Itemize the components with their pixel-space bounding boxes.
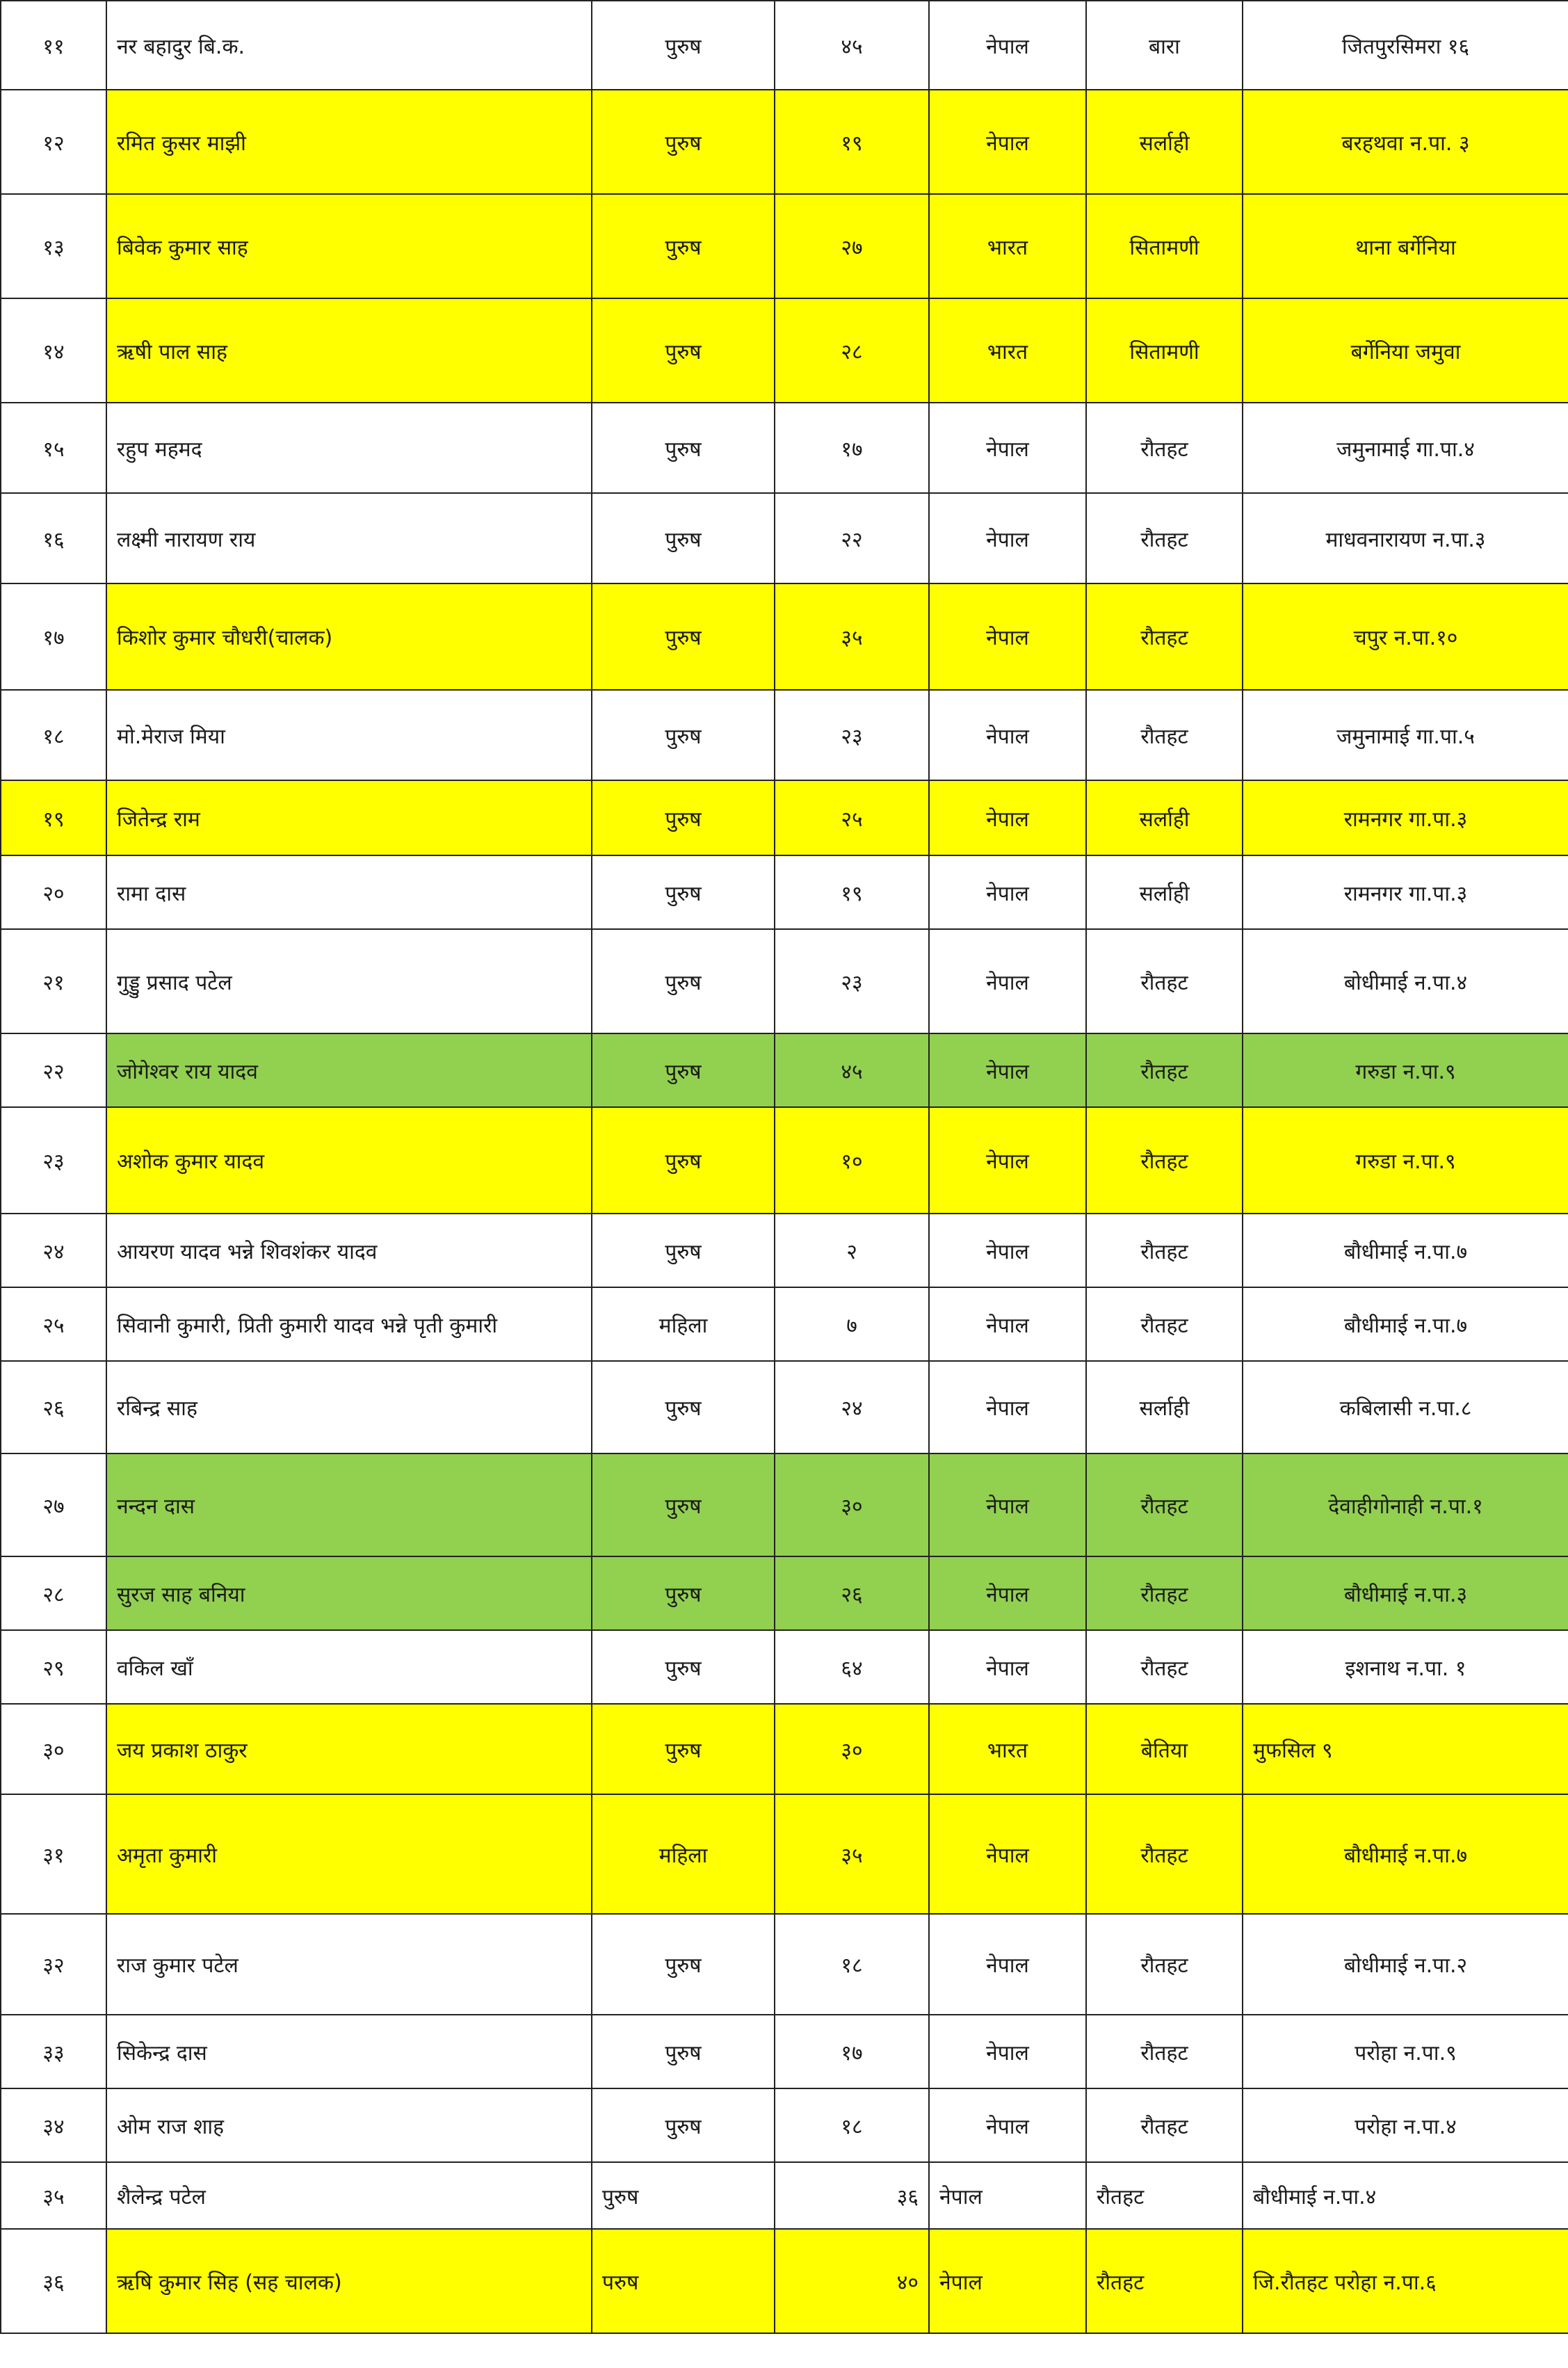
country-cell: नेपाल <box>929 1453 1086 1556</box>
age-cell: २ <box>775 1214 929 1287</box>
country-cell: नेपाल <box>929 1630 1086 1704</box>
gender-cell: पुरुष <box>592 1361 775 1453</box>
age-cell: ४५ <box>775 1 929 90</box>
name-cell: किशोर कुमार चौधरी(चालक) <box>106 583 592 690</box>
district-cell: सर्लाही <box>1086 90 1243 194</box>
age-cell: १९ <box>775 855 929 929</box>
table-row <box>1 1107 1568 1214</box>
gender-cell: पुरुष <box>592 1630 775 1704</box>
serial-number-cell: २१ <box>1 929 106 1033</box>
district-cell: रौतहट <box>1086 403 1243 493</box>
gender-cell: पुरुष <box>592 298 775 403</box>
address-cell: बोधीमाई न.पा.२ <box>1243 1914 1568 2015</box>
district-cell: बेतिया <box>1086 1704 1243 1794</box>
age-cell: ७ <box>775 1287 929 1361</box>
serial-number-cell: २९ <box>1 1630 106 1704</box>
age-cell: २६ <box>775 1556 929 1630</box>
name-cell: सिवानी कुमारी, प्रिती कुमारी यादव भन्ने पृती कुमारी <box>106 1287 592 1361</box>
table-row <box>1 1453 1568 1556</box>
name-cell: शैलेन्द्र पटेल <box>106 2162 592 2229</box>
district-cell: रौतहट <box>1086 1033 1243 1107</box>
country-cell: भारत <box>929 1704 1086 1794</box>
gender-cell: पुरुष <box>592 1 775 90</box>
district-cell: रौतहट <box>1086 1287 1243 1361</box>
district-cell: रौतहट <box>1086 2162 1243 2229</box>
name-cell: राज कुमार पटेल <box>106 1914 592 2015</box>
country-cell: नेपाल <box>929 403 1086 493</box>
country-cell: नेपाल <box>929 2229 1086 2333</box>
serial-number-cell: २४ <box>1 1214 106 1287</box>
gender-cell: पुरुष <box>592 2088 775 2162</box>
address-cell: बर्गेनिया जमुवा <box>1243 298 1568 403</box>
serial-number-cell: ३२ <box>1 1914 106 2015</box>
address-cell: जितपुरसिमरा १६ <box>1243 1 1568 90</box>
country-cell: नेपाल <box>929 90 1086 194</box>
address-cell: जमुनामाई गा.पा.५ <box>1243 690 1568 780</box>
district-cell: रौतहट <box>1086 1453 1243 1556</box>
serial-number-cell: १७ <box>1 583 106 690</box>
age-cell: २८ <box>775 298 929 403</box>
country-cell: नेपाल <box>929 1107 1086 1214</box>
age-cell: १८ <box>775 2088 929 2162</box>
age-cell: १७ <box>775 2015 929 2088</box>
address-cell: रामनगर गा.पा.३ <box>1243 780 1568 855</box>
gender-cell: पुरुष <box>592 493 775 583</box>
district-cell: सर्लाही <box>1086 780 1243 855</box>
age-cell: १७ <box>775 403 929 493</box>
table-row <box>1 90 1568 194</box>
gender-cell: महिला <box>592 1287 775 1361</box>
gender-cell: पुरुष <box>592 1214 775 1287</box>
district-cell: रौतहट <box>1086 1914 1243 2015</box>
address-cell: बोधीमाई न.पा.४ <box>1243 929 1568 1033</box>
serial-number-cell: ३४ <box>1 2088 106 2162</box>
table-row <box>1 1914 1568 2015</box>
address-cell: बौधीमाई न.पा.७ <box>1243 1287 1568 1361</box>
table-row <box>1 1361 1568 1453</box>
gender-cell: पुरुष <box>592 90 775 194</box>
address-cell: माधवनारायण न.पा.३ <box>1243 493 1568 583</box>
serial-number-cell: २७ <box>1 1453 106 1556</box>
country-cell: नेपाल <box>929 1794 1086 1914</box>
name-cell: नर बहादुर बि.क. <box>106 1 592 90</box>
age-cell: २३ <box>775 929 929 1033</box>
serial-number-cell: ३५ <box>1 2162 106 2229</box>
serial-number-cell: ३० <box>1 1704 106 1794</box>
age-cell: ४५ <box>775 1033 929 1107</box>
address-cell: चपुर न.पा.१० <box>1243 583 1568 690</box>
age-cell: २३ <box>775 690 929 780</box>
gender-cell: महिला <box>592 1794 775 1914</box>
address-cell: थाना बर्गेनिया <box>1243 194 1568 298</box>
serial-number-cell: २८ <box>1 1556 106 1630</box>
country-cell: नेपाल <box>929 1361 1086 1453</box>
serial-number-cell: ३६ <box>1 2229 106 2333</box>
country-cell: नेपाल <box>929 1287 1086 1361</box>
serial-number-cell: १४ <box>1 298 106 403</box>
table-row <box>1 929 1568 1033</box>
name-cell: आयरण यादव भन्ने शिवशंकर यादव <box>106 1214 592 1287</box>
country-cell: नेपाल <box>929 1214 1086 1287</box>
name-cell: रामा दास <box>106 855 592 929</box>
address-cell: देवाहीगोनाही न.पा.१ <box>1243 1453 1568 1556</box>
name-cell: बिवेक कुमार साह <box>106 194 592 298</box>
table-row <box>1 2162 1568 2229</box>
district-cell: सर्लाही <box>1086 1361 1243 1453</box>
name-cell: जय प्रकाश ठाकुर <box>106 1704 592 1794</box>
table-row <box>1 690 1568 780</box>
serial-number-cell: १२ <box>1 90 106 194</box>
district-cell: रौतहट <box>1086 929 1243 1033</box>
table-row <box>1 194 1568 298</box>
serial-number-cell: २३ <box>1 1107 106 1214</box>
address-cell: बौधीमाई न.पा.४ <box>1243 2162 1568 2229</box>
serial-number-cell: १५ <box>1 403 106 493</box>
table-body <box>1 1 1568 2333</box>
address-cell: बौधीमाई न.पा.७ <box>1243 1214 1568 1287</box>
name-cell: अमृता कुमारी <box>106 1794 592 1914</box>
name-cell: अशोक कुमार यादव <box>106 1107 592 1214</box>
country-cell: नेपाल <box>929 1033 1086 1107</box>
country-cell: नेपाल <box>929 2088 1086 2162</box>
country-cell: भारत <box>929 194 1086 298</box>
gender-cell: परुष <box>592 2229 775 2333</box>
serial-number-cell: १३ <box>1 194 106 298</box>
address-cell: परोहा न.पा.९ <box>1243 2015 1568 2088</box>
country-cell: नेपाल <box>929 929 1086 1033</box>
district-cell: सितामणी <box>1086 194 1243 298</box>
gender-cell: पुरुष <box>592 194 775 298</box>
address-cell: परोहा न.पा.४ <box>1243 2088 1568 2162</box>
gender-cell: पुरुष <box>592 583 775 690</box>
name-cell: जितेन्द्र राम <box>106 780 592 855</box>
gender-cell: पुरुष <box>592 1033 775 1107</box>
gender-cell: पुरुष <box>592 690 775 780</box>
table-row <box>1 1214 1568 1287</box>
district-cell: रौतहट <box>1086 1794 1243 1914</box>
country-cell: नेपाल <box>929 2015 1086 2088</box>
table-row <box>1 2088 1568 2162</box>
serial-number-cell: ११ <box>1 1 106 90</box>
table-row <box>1 583 1568 690</box>
table-row <box>1 1794 1568 1914</box>
age-cell: ३० <box>775 1453 929 1556</box>
age-cell: २५ <box>775 780 929 855</box>
address-cell: गरुडा न.पा.९ <box>1243 1033 1568 1107</box>
country-cell: नेपाल <box>929 690 1086 780</box>
country-cell: नेपाल <box>929 1556 1086 1630</box>
table-row <box>1 1 1568 90</box>
serial-number-cell: ३३ <box>1 2015 106 2088</box>
gender-cell: पुरुष <box>592 1453 775 1556</box>
district-cell: रौतहट <box>1086 1107 1243 1214</box>
table-row <box>1 1630 1568 1704</box>
serial-number-cell: २२ <box>1 1033 106 1107</box>
address-cell: जमुनामाई गा.पा.४ <box>1243 403 1568 493</box>
age-cell: १८ <box>775 1914 929 2015</box>
age-cell: ३५ <box>775 1794 929 1914</box>
age-cell: ३५ <box>775 583 929 690</box>
table-row <box>1 855 1568 929</box>
address-cell: जि.रौतहट परोहा न.पा.६ <box>1243 2229 1568 2333</box>
address-cell: बौधीमाई न.पा.७ <box>1243 1794 1568 1914</box>
table-row <box>1 493 1568 583</box>
name-cell: ओम राज शाह <box>106 2088 592 2162</box>
table-row <box>1 2015 1568 2088</box>
name-cell: नन्दन दास <box>106 1453 592 1556</box>
age-cell: ३० <box>775 1704 929 1794</box>
name-cell: जोगेश्वर राय यादव <box>106 1033 592 1107</box>
age-cell: १९ <box>775 90 929 194</box>
gender-cell: पुरुष <box>592 780 775 855</box>
table-row <box>1 1556 1568 1630</box>
district-cell: रौतहट <box>1086 1630 1243 1704</box>
serial-number-cell: ३१ <box>1 1794 106 1914</box>
district-cell: रौतहट <box>1086 2229 1243 2333</box>
gender-cell: पुरुष <box>592 1704 775 1794</box>
district-cell: बारा <box>1086 1 1243 90</box>
gender-cell: पुरुष <box>592 1914 775 2015</box>
serial-number-cell: २६ <box>1 1361 106 1453</box>
district-cell: रौतहट <box>1086 2088 1243 2162</box>
gender-cell: पुरुष <box>592 855 775 929</box>
age-cell: ३६ <box>775 2162 929 2229</box>
age-cell: ४० <box>775 2229 929 2333</box>
table-row <box>1 1704 1568 1794</box>
address-cell: इशनाथ न.पा. १ <box>1243 1630 1568 1704</box>
district-cell: रौतहट <box>1086 2015 1243 2088</box>
gender-cell: पुरुष <box>592 2162 775 2229</box>
gender-cell: पुरुष <box>592 2015 775 2088</box>
table-row <box>1 2229 1568 2333</box>
district-cell: रौतहट <box>1086 583 1243 690</box>
age-cell: २७ <box>775 194 929 298</box>
district-cell: रौतहट <box>1086 690 1243 780</box>
country-cell: भारत <box>929 298 1086 403</box>
district-cell: रौतहट <box>1086 493 1243 583</box>
gender-cell: पुरुष <box>592 403 775 493</box>
address-cell: गरुडा न.पा.९ <box>1243 1107 1568 1214</box>
country-cell: नेपाल <box>929 583 1086 690</box>
name-cell: लक्ष्मी नारायण राय <box>106 493 592 583</box>
gender-cell: पुरुष <box>592 1556 775 1630</box>
district-cell: रौतहट <box>1086 1214 1243 1287</box>
address-cell: रामनगर गा.पा.३ <box>1243 855 1568 929</box>
district-cell: सितामणी <box>1086 298 1243 403</box>
address-cell: मुफसिल ९ <box>1243 1704 1568 1794</box>
country-cell: नेपाल <box>929 780 1086 855</box>
serial-number-cell: २० <box>1 855 106 929</box>
country-cell: नेपाल <box>929 1 1086 90</box>
name-cell: रमित कुसर माझी <box>106 90 592 194</box>
name-cell: सुरज साह बनिया <box>106 1556 592 1630</box>
table-row <box>1 298 1568 403</box>
table-row <box>1 1287 1568 1361</box>
name-cell: गुड्डु प्रसाद पटेल <box>106 929 592 1033</box>
age-cell: ६४ <box>775 1630 929 1704</box>
age-cell: २२ <box>775 493 929 583</box>
name-cell: मो.मेराज मिया <box>106 690 592 780</box>
table-row <box>1 403 1568 493</box>
table-row <box>1 780 1568 855</box>
country-cell: नेपाल <box>929 1914 1086 2015</box>
serial-number-cell: २५ <box>1 1287 106 1361</box>
serial-number-cell: १८ <box>1 690 106 780</box>
address-cell: बौधीमाई न.पा.३ <box>1243 1556 1568 1630</box>
gender-cell: पुरुष <box>592 1107 775 1214</box>
serial-number-cell: १९ <box>1 780 106 855</box>
age-cell: २४ <box>775 1361 929 1453</box>
serial-number-cell: १६ <box>1 493 106 583</box>
district-cell: रौतहट <box>1086 1556 1243 1630</box>
name-cell: रबिन्द्र साह <box>106 1361 592 1453</box>
name-cell: ऋषि कुमार सिह (सह चालक) <box>106 2229 592 2333</box>
age-cell: १० <box>775 1107 929 1214</box>
address-cell: बरहथवा न.पा. ३ <box>1243 90 1568 194</box>
country-cell: नेपाल <box>929 2162 1086 2229</box>
address-cell: कबिलासी न.पा.८ <box>1243 1361 1568 1453</box>
name-cell: सिकेन्द्र दास <box>106 2015 592 2088</box>
gender-cell: पुरुष <box>592 929 775 1033</box>
country-cell: नेपाल <box>929 493 1086 583</box>
table-row <box>1 1033 1568 1107</box>
name-cell: वकिल खाँ <box>106 1630 592 1704</box>
district-cell: सर्लाही <box>1086 855 1243 929</box>
name-cell: ऋषी पाल साह <box>106 298 592 403</box>
country-cell: नेपाल <box>929 855 1086 929</box>
name-cell: रहुप महमद <box>106 403 592 493</box>
